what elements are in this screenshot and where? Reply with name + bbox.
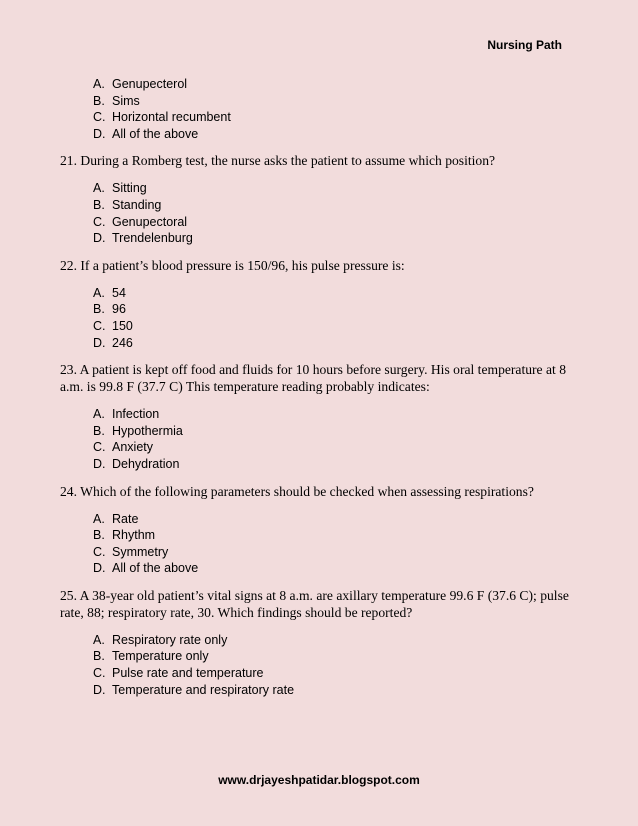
- option-letter: C.: [93, 440, 106, 455]
- question-list: [60, 76, 570, 698]
- option-text: Symmetry: [112, 544, 169, 559]
- option-text: Infection: [112, 407, 160, 422]
- option-item: [93, 456, 570, 473]
- option-letter: B.: [93, 528, 105, 543]
- option-letter: C.: [93, 214, 106, 229]
- option-letter: B.: [93, 197, 105, 212]
- option-letter: C.: [93, 110, 106, 125]
- options-list: [93, 76, 570, 142]
- option-letter: C.: [93, 544, 106, 559]
- option-letter: C.: [93, 666, 106, 681]
- option-text: Dehydration: [112, 456, 180, 471]
- option-item: [93, 76, 570, 93]
- option-item: [93, 423, 570, 440]
- option-item: [93, 439, 570, 456]
- option-item: [93, 214, 570, 231]
- option-item: [93, 93, 570, 110]
- option-letter: B.: [93, 302, 105, 317]
- option-item: [93, 230, 570, 247]
- options-list: [93, 511, 570, 577]
- footer-url: www.drjayeshpatidar.blogspot.com: [218, 773, 420, 787]
- option-text: 54: [112, 285, 126, 300]
- option-item: [93, 665, 570, 682]
- option-item: [93, 527, 570, 544]
- option-text: 150: [112, 318, 133, 333]
- question-23-text: 23. A patient is kept off food and fluids for 10 hours before surgery. His oral temperature at 8 a.m. is 99.8 F (37.7 C) This temperature reading probably indicates:: [60, 362, 566, 395]
- option-text: Sitting: [112, 181, 147, 196]
- question-25-text: 25. A 38-year old patient’s vital signs at 8 a.m. are axillary temperature 99.6 F (37.6 C); pulse rate, 88; respiratory rate, 30. Which findings should be reported?: [60, 587, 569, 620]
- option-item: [93, 197, 570, 214]
- option-letter: D.: [93, 456, 106, 471]
- option-text: Rhythm: [112, 528, 156, 543]
- option-letter: A.: [93, 181, 105, 196]
- options-list: [93, 180, 570, 246]
- option-item: [93, 544, 570, 561]
- option-letter: A.: [93, 77, 105, 91]
- option-item: [93, 632, 570, 649]
- question-21-text: 21. During a Romberg test, the nurse asks the patient to assume which position?: [60, 153, 496, 169]
- option-letter: D.: [93, 126, 106, 141]
- option-text: All of the above: [112, 561, 199, 576]
- option-letter: A.: [93, 407, 105, 422]
- option-text: Sims: [112, 93, 140, 108]
- option-letter: D.: [93, 335, 106, 350]
- option-text: All of the above: [112, 126, 199, 141]
- option-text: Standing: [112, 197, 162, 212]
- option-item: [93, 511, 570, 528]
- option-letter: A.: [93, 285, 105, 300]
- option-letter: C.: [93, 318, 106, 333]
- option-letter: D.: [93, 231, 106, 246]
- option-item: [93, 126, 570, 143]
- option-item: [93, 406, 570, 423]
- option-text: Genupectoral: [112, 214, 188, 229]
- option-item: [93, 301, 570, 318]
- option-letter: D.: [93, 682, 106, 697]
- option-text: Temperature only: [112, 649, 209, 664]
- option-item: [93, 109, 570, 126]
- option-text: Respiratory rate only: [112, 632, 228, 647]
- option-text: Rate: [112, 511, 139, 526]
- option-item: [93, 180, 570, 197]
- option-letter: B.: [93, 649, 105, 664]
- page-header-title: Nursing Path: [487, 38, 562, 52]
- option-text: 246: [112, 335, 133, 350]
- option-item: [93, 335, 570, 352]
- option-letter: A.: [93, 632, 105, 647]
- question-24-text: 24. Which of the following parameters should be checked when assessing respirations?: [60, 483, 534, 499]
- option-text: Genupecterol: [112, 77, 188, 91]
- option-text: 96: [112, 302, 126, 317]
- option-letter: D.: [93, 561, 106, 576]
- options-list: [93, 632, 570, 698]
- option-text: Anxiety: [112, 440, 153, 455]
- option-item: [93, 285, 570, 302]
- options-list: [93, 285, 570, 351]
- option-item: [93, 318, 570, 335]
- option-text: Hypothermia: [112, 423, 183, 438]
- option-letter: A.: [93, 511, 105, 526]
- options-list: [93, 406, 570, 472]
- option-text: Horizontal recumbent: [112, 110, 231, 125]
- option-text: Pulse rate and temperature: [112, 666, 264, 681]
- option-text: Temperature and respiratory rate: [112, 682, 295, 697]
- option-letter: B.: [93, 93, 105, 108]
- question-22-text: 22. If a patient’s blood pressure is 150/96, his pulse pressure is:: [60, 257, 405, 273]
- option-text: Trendelenburg: [112, 231, 193, 246]
- option-item: [93, 682, 570, 699]
- option-letter: B.: [93, 423, 105, 438]
- option-item: [93, 560, 570, 577]
- option-item: [93, 648, 570, 665]
